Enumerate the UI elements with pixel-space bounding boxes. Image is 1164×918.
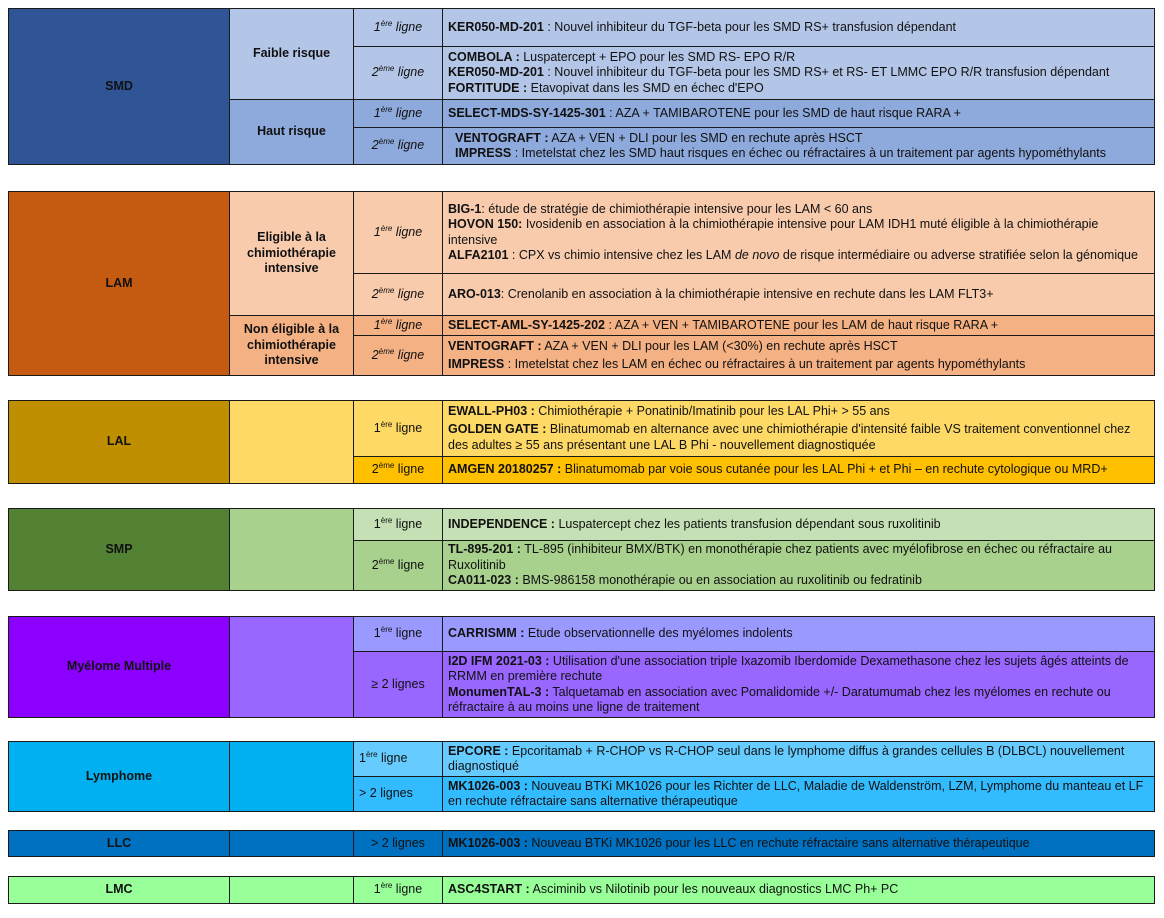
lal-l2-trials <box>443 457 1155 484</box>
mm-block <box>8 616 1155 718</box>
smp-block <box>8 508 1155 591</box>
lam-eligible-l1-trials <box>443 192 1155 274</box>
trial-item: INDEPENDENCE : Luspatercept chez les patients transfusion dépendant sous ruxolitinib <box>448 516 941 531</box>
lal-l1-line: 1ère ligne <box>354 401 443 457</box>
smd-low-risk-label: Faible risque <box>230 9 354 100</box>
lam-non-eligible-l2-line: 2ème ligne <box>354 336 443 376</box>
smd-high-l1-line: 1ère ligne <box>354 100 443 128</box>
lam-eligible-l2-line: 2ème ligne <box>354 274 443 316</box>
llc-block <box>8 830 1155 857</box>
mm-sub-cell <box>230 617 354 718</box>
trial-item: IMPRESS : Imetelstat chez les LAM en échec ou réfractaires à un traitement par agents hypométhylants <box>448 357 1026 371</box>
smp-l2-line: 2ème ligne <box>354 541 443 591</box>
smp-l2-trials <box>443 541 1155 591</box>
lmc-l1-trials <box>443 877 1155 904</box>
lal-l1-trials <box>443 401 1155 457</box>
llc-l1-line: > 2 lignes <box>354 831 443 857</box>
lam-non-eligible-label: Non éligible à la chimiothérapie intensive <box>230 316 354 376</box>
lal-block <box>8 400 1155 484</box>
llc-label: LLC <box>9 831 230 857</box>
smd-low-l1-line: 1ère ligne <box>354 9 443 47</box>
trial-item: MK1026-003 : Nouveau BTKi MK1026 pour les LLC en rechute réfractaire sans alternative thérapeutique <box>448 835 1030 850</box>
mm-l1-trials <box>443 617 1155 652</box>
mm-l2-line: ≥ 2 lignes <box>354 652 443 718</box>
smd-high-l2-trials <box>443 128 1155 165</box>
trial-item: ASC4START : Asciminib vs Nilotinib pour les nouveaux diagnostics LMC Ph+ PC <box>448 882 899 897</box>
smp-label: SMP <box>9 509 230 591</box>
smd-high-l2-line: 2ème ligne <box>354 128 443 165</box>
lymphome-sub-cell <box>230 742 354 812</box>
trial-item: MonumenTAL-3 : Talquetamab en association avec Pomalidomide +/- Daratumumab chez les myélomes en rechute ou réfractaire à au moins une ligne de traitement <box>448 684 1111 714</box>
lam-non-eligible-l1-trials <box>443 316 1155 336</box>
lam-eligible-label: Eligible à la chimiothérapie intensive <box>230 192 354 316</box>
trial-item: ARO-013: Crenolanib en association à la chimiothérapie intensive en rechute dans les LAM FLT3+ <box>448 286 994 301</box>
smd-low-l2-line: 2ème ligne <box>354 47 443 100</box>
lal-label: LAL <box>9 401 230 484</box>
trial-item: KER050-MD-201 : Nouvel inhibiteur du TGF-beta pour les SMD RS+ transfusion dépendant <box>448 19 957 34</box>
llc-l1-trials <box>443 831 1155 857</box>
lmc-sub-cell <box>230 877 354 904</box>
lymphome-l2-line: > 2 lignes <box>354 777 443 812</box>
lam-eligible-l2-trials <box>443 274 1155 316</box>
lam-non-eligible-l2-trials <box>443 336 1155 376</box>
lam-block <box>8 191 1155 376</box>
trial-item: MK1026-003 : Nouveau BTKi MK1026 pour les Richter de LLC, Maladie de Waldenström, LZM, Lymphome du manteau et LF en rechute réfractaire sans alternative thérapeutique <box>448 778 1144 808</box>
trial-item: COMBOLA : Luspatercept + EPO pour les SMD RS- EPO R/R <box>448 49 796 64</box>
trial-item: ALFA2101 : CPX vs chimio intensive chez les LAM de novo de risque intermédiaire ou adverse stratifiée selon la génomique <box>448 248 1138 262</box>
lmc-block <box>8 876 1155 904</box>
mm-l2-trials <box>443 652 1155 718</box>
mm-label: Myélome Multiple <box>9 617 230 718</box>
trial-item: EPCORE : Epcoritamab + R-CHOP vs R-CHOP seul dans le lymphome diffus à grandes cellules B (DLBCL) nouvellement diagnostiqué <box>448 743 1125 773</box>
lam-label: LAM <box>9 192 230 376</box>
lymphome-l2-trials <box>443 777 1155 812</box>
trial-item: KER050-MD-201 : Nouvel inhibiteur du TGF-beta pour les SMD RS+ et RS- ET LMMC EPO R/R transfusion dépendant <box>448 65 1110 80</box>
smp-l1-trials <box>443 509 1155 541</box>
lymphome-label: Lymphome <box>9 742 230 812</box>
trial-item: AMGEN 20180257 : Blinatumomab par voie sous cutanée pour les LAL Phi + et Phi – en rechute cytologique ou MRD+ <box>448 462 1108 477</box>
trial-item: BIG-1: étude de stratégie de chimiothérapie intensive pour les LAM < 60 ans <box>448 201 873 216</box>
smd-label: SMD <box>9 9 230 165</box>
smd-block <box>8 8 1155 165</box>
trial-item: IMPRESS : Imetelstat chez les SMD haut risques en échec ou réfractaires à un traitement par agents hypométhylants <box>455 146 1107 160</box>
trial-item: SELECT-MDS-SY-1425-301 : AZA + TAMIBAROTENE pour les SMD de haut risque RARA + <box>448 105 961 120</box>
trial-item: VENTOGRAFT : AZA + VEN + DLI pour les SMD en rechute après HSCT <box>455 130 863 145</box>
smd-low-l1-trials <box>443 9 1155 47</box>
smp-sub-cell <box>230 509 354 591</box>
trial-item: CA011-023 : BMS-986158 monothérapie ou en association au ruxolitinib ou fedratinib <box>448 573 922 588</box>
trial-item: I2D IFM 2021-03 : Utilisation d'une association triple Ixazomib Iberdomide Dexamethasone chez les sujets âgés atteints de RRMM en première rechute <box>448 653 1129 683</box>
lal-sub-cell <box>230 401 354 484</box>
llc-sub-cell <box>230 831 354 857</box>
lymphome-block <box>8 741 1155 812</box>
lmc-l1-line: 1ère ligne <box>354 877 443 904</box>
smd-high-risk-label: Haut risque <box>230 100 354 165</box>
lal-l2-line: 2ème ligne <box>354 457 443 484</box>
smp-l1-line: 1ère ligne <box>354 509 443 541</box>
lmc-label: LMC <box>9 877 230 904</box>
smd-low-l2-trials <box>443 47 1155 100</box>
lam-eligible-l1-line: 1ère ligne <box>354 192 443 274</box>
smd-high-l1-trials <box>443 100 1155 128</box>
lam-non-eligible-l1-line: 1ère ligne <box>354 316 443 336</box>
trial-item: EWALL-PH03 : Chimiothérapie + Ponatinib/Imatinib pour les LAL Phi+ > 55 ans <box>448 403 890 418</box>
trial-item: FORTITUDE : Etavopivat dans les SMD en échec d'EPO <box>448 80 764 95</box>
trial-item: CARRISMM : Etude observationnelle des myélomes indolents <box>448 626 793 641</box>
trial-item: SELECT-AML-SY-1425-202 : AZA + VEN + TAMIBAROTENE pour les LAM de haut risque RARA + <box>448 317 999 332</box>
trial-item: VENTOGRAFT : AZA + VEN + DLI pour les LAM (<30%) en rechute après HSCT <box>448 338 898 353</box>
trial-item: HOVON 150: Ivosidenib en association à la chimiothérapie intensive pour LAM IDH1 muté éligible à la chimiothérapie intensive <box>448 217 1099 247</box>
trial-item: TL-895-201 : TL-895 (inhibiteur BMX/BTK) en monothérapie chez patients avec myélofibrose en échec ou réfractaire au Ruxolitinib <box>448 542 1113 572</box>
mm-l1-line: 1ère ligne <box>354 617 443 652</box>
lymphome-l1-trials <box>443 742 1155 777</box>
trial-item: GOLDEN GATE : Blinatumomab en alternance avec une chimiothérapie d'intensité faible VS traitement conventionnel chez des adultes ≥ 55 ans présentant une LAL B Phi - nouvellement diagnostiquée <box>448 422 1131 452</box>
lymphome-l1-line: 1ère ligne <box>354 742 443 777</box>
